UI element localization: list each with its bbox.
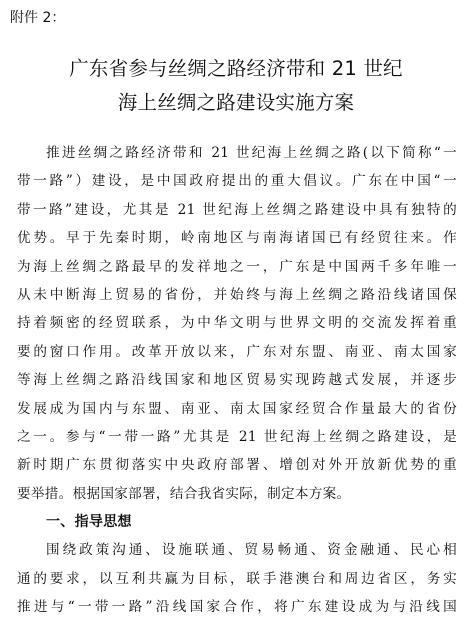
- document-body: [17, 139, 457, 622]
- paragraph-line: 要的窗口作用。改革开放以来，广东对东盟、南亚、南太国家: [17, 343, 457, 360]
- paragraph-line: 等海上丝绸之路沿线国家和地区贸易实现跨越式发展，并逐步: [17, 372, 457, 389]
- paragraph-line: 之一。参与“一带一路”尤其是 21 世纪海上丝绸之路建设，是: [17, 428, 457, 445]
- document-title-line-2: 海上丝绸之路建设实施方案: [117, 91, 355, 114]
- paragraph-line: 优势。早于先秦时期，岭南地区与南海诸国已有经贸往来。作: [17, 230, 457, 247]
- paragraph-line: 持着频密的经贸联系，为中华文明与世界文明的交流发挥着重: [17, 315, 457, 332]
- paragraph-line: 推进与“一带一路”沿线国家合作，将广东建设成为与沿线国: [17, 599, 457, 616]
- paragraph-line: 发展成为国内与东盟、南亚、南太国家经贸合作量最大的省份: [17, 400, 457, 417]
- paragraph-line: 带一路”建设，尤其是 21 世纪海上丝绸之路建设中具有独特的: [17, 201, 457, 218]
- attachment-label: 附件 2：: [10, 10, 66, 26]
- document-title-line-1: 广东省参与丝绸之路经济带和 21 世纪: [69, 57, 403, 80]
- paragraph-line: 从未中断海上贸易的省份，并始终与海上丝绸之路沿线诸国保: [17, 286, 457, 303]
- section-heading-guiding-ideology: 一、指导思想: [46, 514, 132, 531]
- intro-paragraph: [17, 139, 457, 508]
- paragraph-line: 围绕政策沟通、设施联通、贸易畅通、资金融通、民心相: [46, 542, 457, 559]
- paragraph-line: 为海上丝绸之路最早的发祥地之一，广东是中国两千多年唯一: [17, 258, 457, 275]
- paragraph-line: 通的要求，以互利共赢为目标，联手港澳台和周边省区，务实: [17, 570, 457, 587]
- guiding-ideology-paragraph: [17, 536, 457, 621]
- paragraph-line: 带一路”）建设，是中国政府提出的重大倡议。广东在中国“一: [17, 173, 457, 190]
- paragraph-line: 推进丝绸之路经济带和 21 世纪海上丝绸之路(以下简称“一: [46, 145, 457, 161]
- paragraph-line: 新时期广东贯彻落实中央政府部署、增创对外开放新优势的重: [17, 457, 457, 474]
- paragraph-line: 要举措。根据国家部署，结合我省实际，制定本方案。: [17, 485, 351, 502]
